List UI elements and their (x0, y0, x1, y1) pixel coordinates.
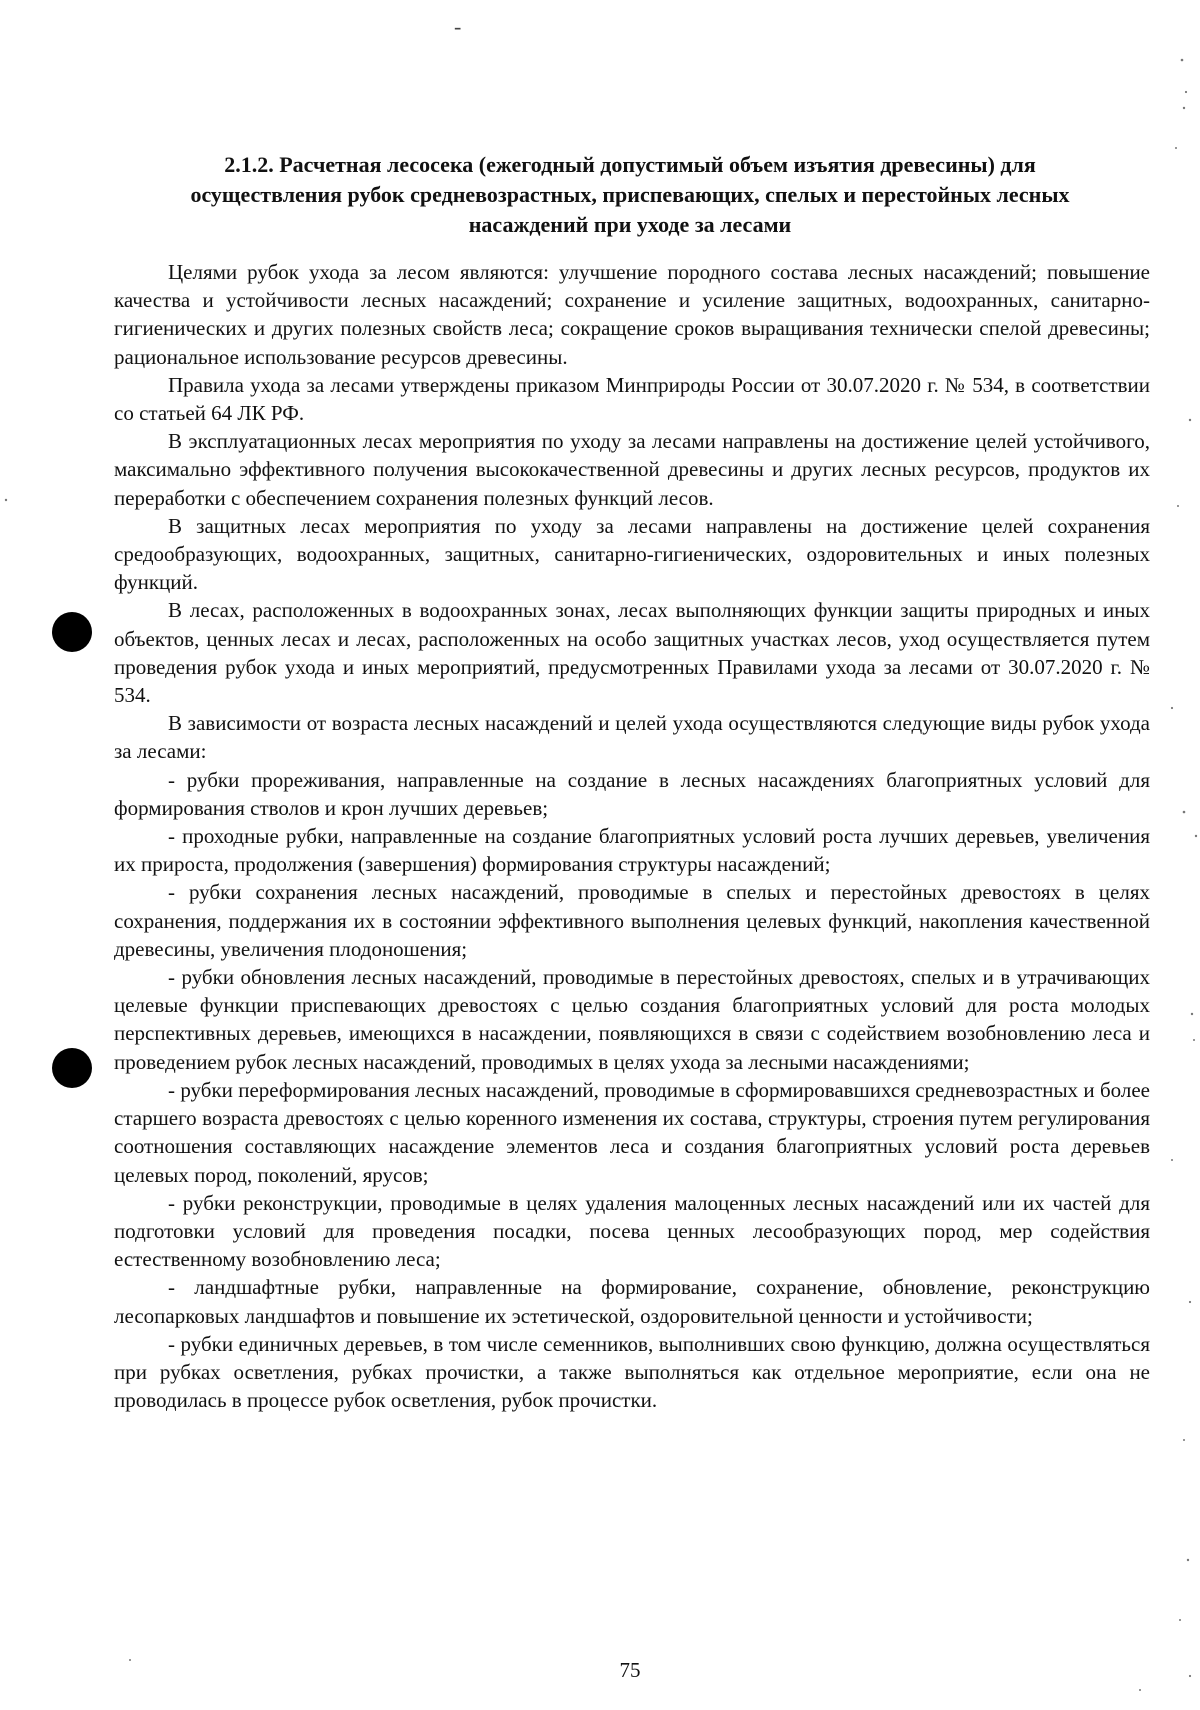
top-dash-mark: - (454, 14, 462, 39)
list-item-renewal-cuttings: - рубки обновления лесных насаждений, проводимые в перестойных древостоях, спелых и в утрачивающих целевые функции приспевающих древостоях с целью создания благоприятных условий для роста молодых перспективных деревьев, имеющихся в насаждении, появляющихся в связи с содействием возобновлению леса и проведением рубок лесных насаждений, проводимых в целях ухода за лесными насаждениями; (114, 965, 1150, 1074)
list-item-reformation-cuttings: - рубки переформирования лесных насаждений, проводимые в сформировавшихся средневозрастных и более старшего возраста древостоях с целью коренного изменения их состава, структуры, строения путем регулирования соотношения составляющих насаждение элементов леса и создания благоприятных условий роста деревьев целевых пород, поколений, ярусов; (114, 1077, 1150, 1187)
heading-line-1: 2.1.2. Расчетная лесосека (ежегодный допустимый объем изъятия древесины) для (224, 152, 1036, 177)
list-item-preservation-cuttings: - рубки сохранения лесных насаждений, проводимые в спелых и перестойных древостоях в целях сохранения, поддержания их в состоянии эффективного выполнения целевых функций, накопления качественной древесины, увеличения плодоношения; (114, 880, 1150, 961)
list-item-single-tree-cuttings: - рубки единичных деревьев, в том числе семенников, выполнивших свою функцию, должна осуществляться при рубках осветления, рубках прочистки, а также выполняться как отдельное мероприятие, если она не проводилась в процессе рубок осветления, рубок прочистки. (114, 1331, 1150, 1413)
punch-hole-upper (52, 612, 92, 652)
paragraph-goals: Целями рубок ухода за лесом являются: улучшение породного состава лесных насаждений; повышение качества и устойчивости лесных насаждений; сохранение и усиление защитных, водоохранных, санитарно-гигиенических и других полезных свойств леса; сокращение сроков выращивания технически спелой древесины; рациональное использование ресурсов древесины. (114, 260, 1150, 369)
paragraph-exploitation-forests: В эксплуатационных лесах мероприятия по уходу за лесами направлены на достижение целей устойчивого, максимально эффективного получения высококачественной древесины и других лесных ресурсов, продуктов их переработки с обеспечением сохранения полезных функций лесов. (114, 429, 1150, 510)
punch-hole-lower (52, 1048, 92, 1088)
list-item-passage-cuttings: - проходные рубки, направленные на создание благоприятных условий роста лучших деревьев, увеличения их прироста, продолжения (завершения) формирования структуры насаждений; (114, 824, 1150, 877)
list-item-landscape-cuttings: - ландшафтные рубки, направленные на формирование, сохранение, обновление, реконструкцию лесопарковых ландшафтов и повышение их эстетической, оздоровительной ценности и устойчивости; (114, 1275, 1150, 1328)
paragraph-types-intro: В зависимости от возраста лесных насаждений и целей ухода осуществляются следующие виды рубок ухода за лесами: (114, 711, 1150, 764)
section-heading (110, 150, 1150, 240)
heading-line-2: осуществления рубок средневозрастных, приспевающих, спелых и перестойных лесных (190, 182, 1070, 207)
list-item-reconstruction-cuttings: - рубки реконструкции, проводимые в целях удаления малоценных лесных насаждений или их частей для подготовки условий для проведения посадки, посева ценных лесообразующих пород, мер содействия естественному возобновлению леса; (114, 1190, 1150, 1272)
list-item-thinning: - рубки прореживания, направленные на создание в лесных насаждениях благоприятных условий для формирования стволов и крон лучших деревьев; (114, 767, 1150, 820)
paragraph-rules: Правила ухода за лесами утверждены приказом Минприроды России от 30.07.2020 г. № 534, в соответствии со статьей 64 ЛК РФ. (114, 372, 1150, 426)
page-number: 75 (619, 1658, 641, 1682)
paragraph-water-protection-zones: В лесах, расположенных в водоохранных зонах, лесах выполняющих функции защиты природных и иных объектов, ценных лесах и лесах, расположенных на особо защитных участках лесов, уход осуществляется путем проведения рубок ухода и иных мероприятий, предусмотренных Правилами ухода за лесами от 30.07.2020 г. № 534. (114, 598, 1150, 708)
paragraph-protective-forests: В защитных лесах мероприятия по уходу за лесами направлены на достижение целей сохранения средообразующих, водоохранных, защитных, санитарно-гигиенических, оздоровительных и иных полезных функций. (114, 513, 1150, 595)
heading-line-3: насаждений при уходе за лесами (468, 212, 792, 237)
body-text (114, 258, 1150, 1414)
